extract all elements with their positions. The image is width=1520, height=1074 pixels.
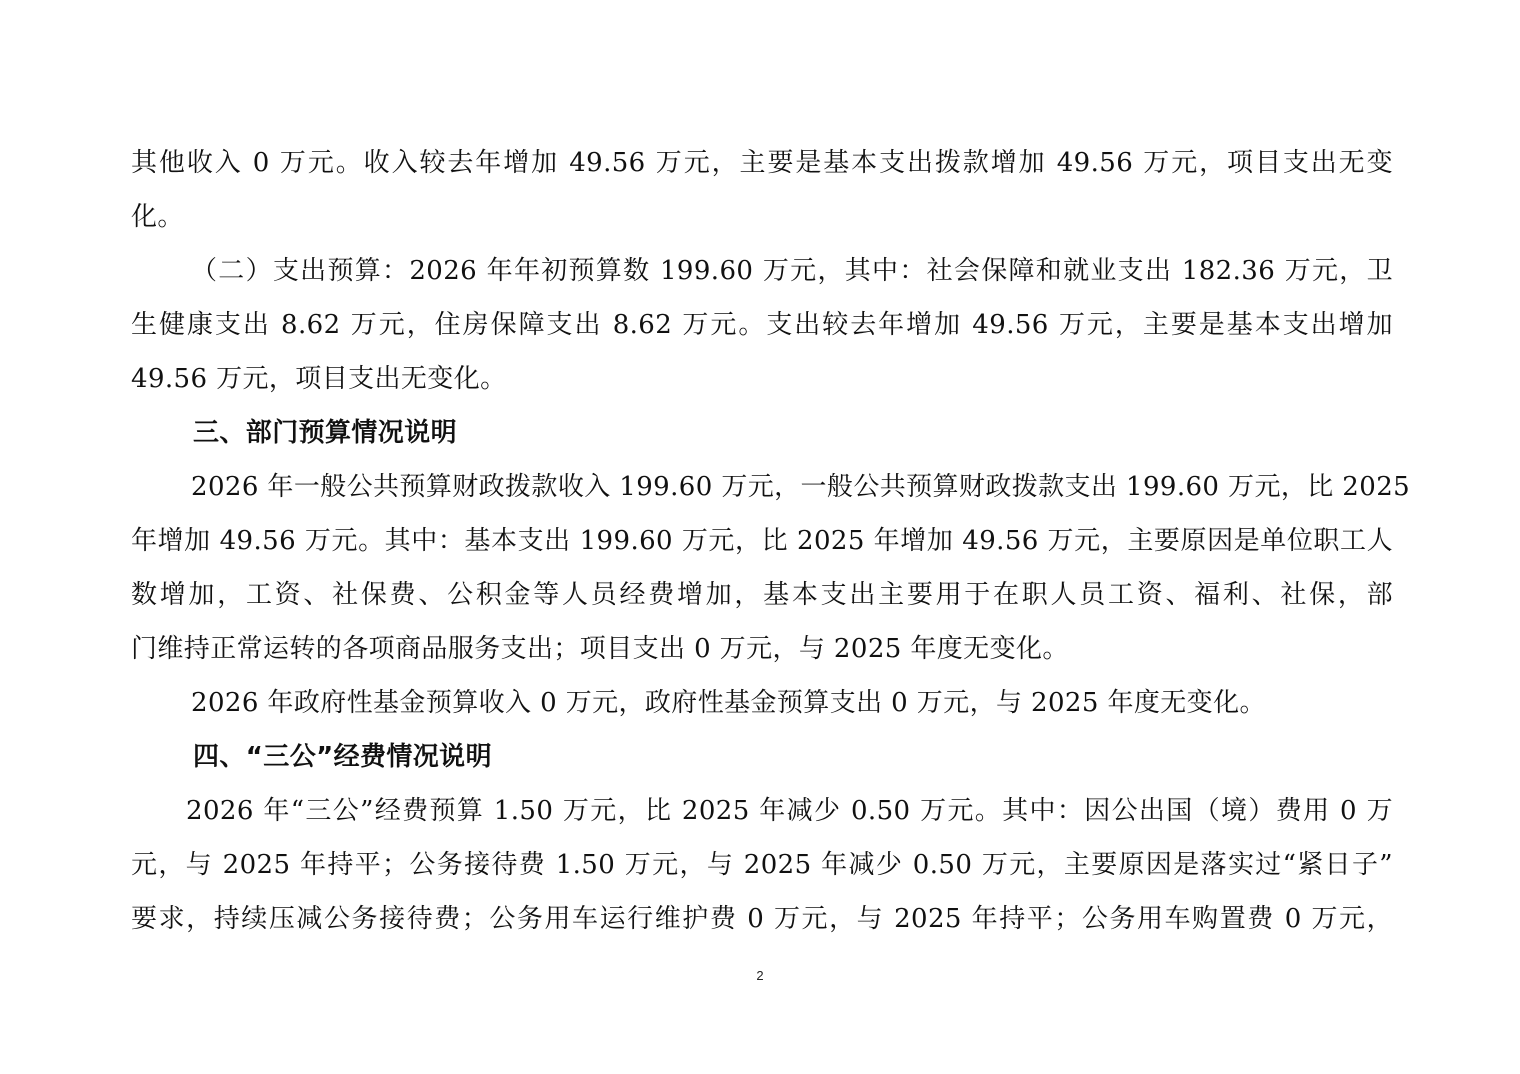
paragraph-line: 数增加，工资、社保费、公积金等人员经费增加，基本支出主要用于在职人员工资、福利、社保，部 xyxy=(131,580,1393,610)
paragraph-line: 要求，持续压减公务接待费；公务用车运行维护费 0 万元，与 2025 年持平；公务用车购置费 0 万元， xyxy=(131,904,1393,934)
paragraph-line: 元，与 2025 年持平；公务接待费 1.50 万元，与 2025 年减少 0.50 万元，主要原因是落实过“紧日子” xyxy=(131,850,1393,880)
paragraph-line: （二）支出预算：2026 年年初预算数 199.60 万元，其中：社会保障和就业支出 182.36 万元，卫 xyxy=(191,256,1393,286)
paragraph-line: 49.56 万元，项目支出无变化。 xyxy=(131,364,507,394)
paragraph-line: 2026 年一般公共预算财政拨款收入 199.60 万元，一般公共预算财政拨款支出 199.60 万元，比 2025 xyxy=(191,472,1411,502)
paragraph-line: 其他收入 0 万元。收入较去年增加 49.56 万元，主要是基本支出拨款增加 49.56 万元，项目支出无变 xyxy=(131,148,1393,178)
paragraph-line: 化。 xyxy=(131,202,184,232)
paragraph-line: 2026 年“三公”经费预算 1.50 万元，比 2025 年减少 0.50 万元。其中：因公出国（境）费用 0 万 xyxy=(186,796,1393,826)
paragraph-line: 年增加 49.56 万元。其中：基本支出 199.60 万元，比 2025 年增加 49.56 万元，主要原因是单位职工人 xyxy=(131,526,1393,556)
section-heading: 四、“三公”经费情况说明 xyxy=(193,742,492,772)
paragraph-line: 生健康支出 8.62 万元，住房保障支出 8.62 万元。支出较去年增加 49.56 万元，主要是基本支出增加 xyxy=(131,310,1393,340)
paragraph-line: 门维持正常运转的各项商品服务支出；项目支出 0 万元，与 2025 年度无变化。 xyxy=(131,634,1069,664)
page-number: 2 xyxy=(756,968,764,983)
section-heading: 三、部门预算情况说明 xyxy=(193,418,458,448)
paragraph-line: 2026 年政府性基金预算收入 0 万元，政府性基金预算支出 0 万元，与 2025 年度无变化。 xyxy=(191,688,1266,718)
